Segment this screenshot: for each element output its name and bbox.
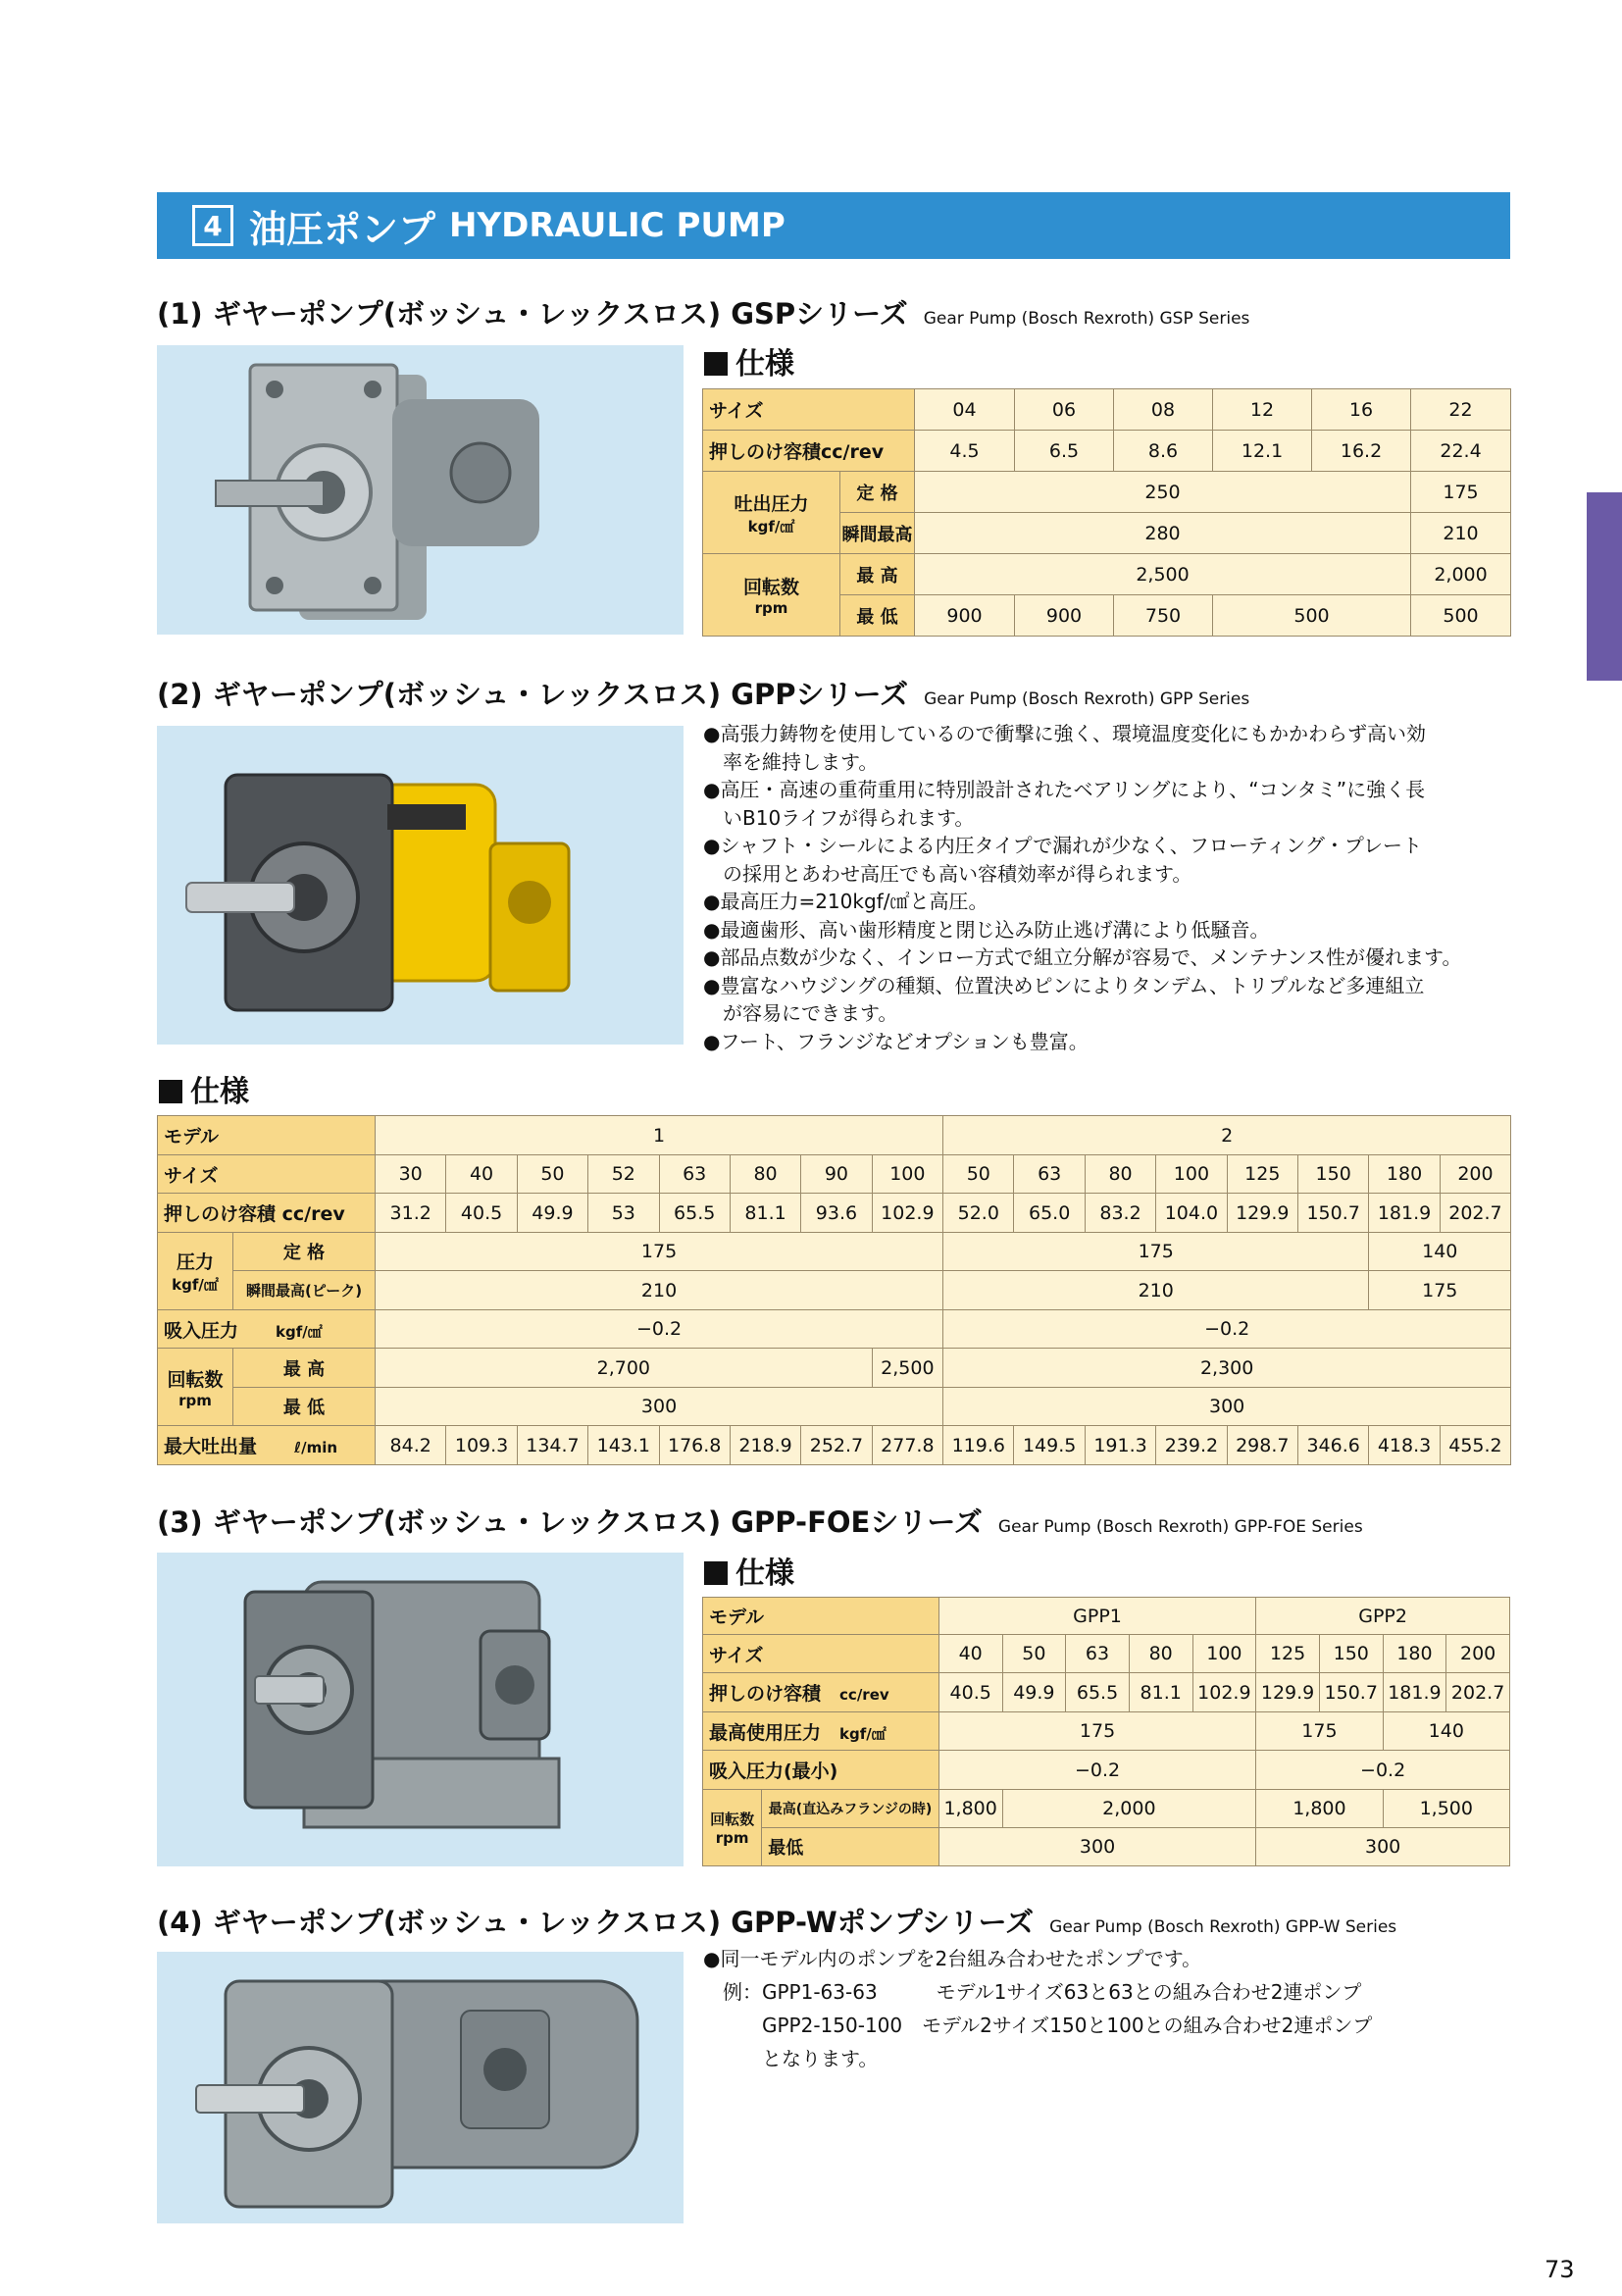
table-row: サイズ 30 40 50 52 63 80 90 100 50 63 80 100 125 150 180 200 [158, 1155, 1511, 1194]
gpp-foe-spec-table [702, 1597, 1510, 1866]
gpp-features-list [703, 720, 1461, 1055]
gpp-foe-pump-photo [157, 1553, 684, 1866]
list-item: ●最適歯形、高い歯形精度と閉じ込み防止逃げ溝により低騒音。 [703, 917, 1270, 942]
table-row: 吸入圧力 kgf/㎠ −0.2 −0.2 [158, 1310, 1511, 1349]
list-item: ●最高圧力=210kgf/㎠と高圧。 [703, 890, 988, 913]
table-row: 押しのけ容積cc/rev 4.5 6.5 8.6 12.1 16.2 22.4 [703, 431, 1511, 472]
table-row: 圧力 kgf/㎠ 定 格 175 175 140 [158, 1233, 1511, 1271]
table-row: 最高使用圧力 kgf/㎠ 175 175 140 [703, 1712, 1510, 1751]
gpp-w-pump-photo [157, 1952, 684, 2223]
sec1-spec-heading: 仕様 [704, 339, 794, 383]
table-row: サイズ 40 50 63 80 100 125 150 180 200 [703, 1635, 1510, 1673]
table-row: サイズ 04 06 08 12 16 22 [703, 389, 1511, 431]
list-item: 率を維持します。 [703, 749, 879, 774]
square-bullet-icon [704, 1561, 728, 1585]
list-item: が容易にできます。 [703, 1001, 898, 1025]
list-item: ●部品点数が少なく、インロー方式で組立分解が容易で、メンテナンス性が優れます。 [703, 945, 1462, 969]
table-row: 最大吐出量 ℓ/min 84.2 109.3 134.7 143.1 176.8 218.9 252.7 277.8 119.6 149.5 191.3 239.2 298.7 346.6 418.3 455.2 [158, 1426, 1511, 1465]
table-row: 瞬間最高 280 210 [703, 513, 1511, 554]
section-title-jp: 油圧ポンプ [249, 207, 436, 251]
table-row: 最 低 300 300 [158, 1388, 1511, 1426]
side-index-tab [1587, 492, 1622, 681]
sec2-title: (2) ギヤーポンプ(ボッシュ・レックスロス) GPPシリーズ Gear Pump (Bosch Rexroth) GPP Series [157, 678, 1250, 711]
page-number: 73 [1545, 2256, 1575, 2283]
sec1-title: (1) ギヤーポンプ(ボッシュ・レックスロス) GSPシリーズ Gear Pump (Bosch Rexroth) GSP Series [157, 297, 1250, 331]
list-item: GPP2-150-100 モデル2サイズ150と100との組み合わせ2連ポンプ [703, 2014, 1373, 2037]
list-item: ●フート、フランジなどオプションも豊富。 [703, 1029, 1089, 1053]
square-bullet-icon [704, 352, 728, 376]
table-row: モデル GPP1 GPP2 [703, 1598, 1510, 1635]
table-row: 回転数 rpm 最 高 2,500 2,000 [703, 554, 1511, 595]
table-row: 押しのけ容積 cc/rev 31.2 40.5 49.9 53 65.5 81.1 93.6 102.9 52.0 65.0 83.2 104.0 129.9 150.7 181.9 202.7 [158, 1194, 1511, 1233]
gpp-spec-table [157, 1115, 1511, 1465]
list-item: ●高張力鋳物を使用しているので衝撃に強く、環境温度変化にもかかわらず高い効 [703, 722, 1427, 745]
table-row: 吸入圧力(最小) −0.2 −0.2 [703, 1751, 1510, 1790]
table-row: 吐出圧力 kgf/㎠ 定 格 250 175 [703, 472, 1511, 513]
list-item: ●高圧・高速の重荷重用に特別設計されたベアリングにより、“コンタミ”に強く長 [703, 778, 1426, 801]
table-row: 最 低 900 900 750 500 500 [703, 595, 1511, 637]
list-item: の採用とあわせ高圧でも高い容積効率が得られます。 [703, 861, 1192, 886]
list-item: 例：GPP1-63-63 モデル1サイズ63と63との組み合わせ2連ポンプ [703, 1980, 1362, 2004]
list-item: ●豊富なハウジングの種類、位置決めピンによりタンデム、トリプルなど多連組立 [703, 973, 1425, 997]
list-item: いB10ライフが得られます。 [703, 805, 975, 830]
gsp-spec-table [702, 388, 1511, 637]
sec3-spec-heading: 仕様 [704, 1549, 794, 1592]
list-item: となります。 [703, 2047, 879, 2070]
sec2-spec-heading: 仕様 [159, 1067, 249, 1110]
gpp-pump-photo [157, 726, 684, 1045]
gsp-pump-photo [157, 345, 684, 635]
table-row: モデル 1 2 [158, 1116, 1511, 1155]
section-number: 4 [192, 205, 233, 246]
list-item: ●同一モデル内のポンプを2台組み合わせたポンプです。 [703, 1947, 1202, 1970]
table-row: 押しのけ容積 cc/rev 40.5 49.9 65.5 81.1 102.9 129.9 150.7 181.9 202.7 [703, 1673, 1510, 1712]
list-item: ●シャフト・シールによる内圧タイプで漏れが少なく、フローティング・プレート [703, 834, 1423, 857]
table-row: 最低 300 300 [703, 1828, 1510, 1866]
table-row: 回転数 rpm 最高(直込みフランジの時) 1,800 2,000 1,800 1,500 [703, 1790, 1510, 1828]
section-banner [157, 192, 1510, 259]
sec3-title: (3) ギヤーポンプ(ボッシュ・レックスロス) GPP-FOEシリーズ Gear Pump (Bosch Rexroth) GPP-FOE Series [157, 1505, 1363, 1539]
table-row: 回転数 rpm 最 高 2,700 2,500 2,300 [158, 1349, 1511, 1388]
table-row: 瞬間最高(ピーク) 210 210 175 [158, 1271, 1511, 1310]
square-bullet-icon [159, 1080, 182, 1103]
sec4-title: (4) ギヤーポンプ(ボッシュ・レックスロス) GPP-Wポンプシリーズ Gear Pump (Bosch Rexroth) GPP-W Series [157, 1906, 1397, 1939]
gpp-w-description [703, 1942, 1372, 2075]
section-title-en: HYDRAULIC PUMP [449, 206, 786, 245]
